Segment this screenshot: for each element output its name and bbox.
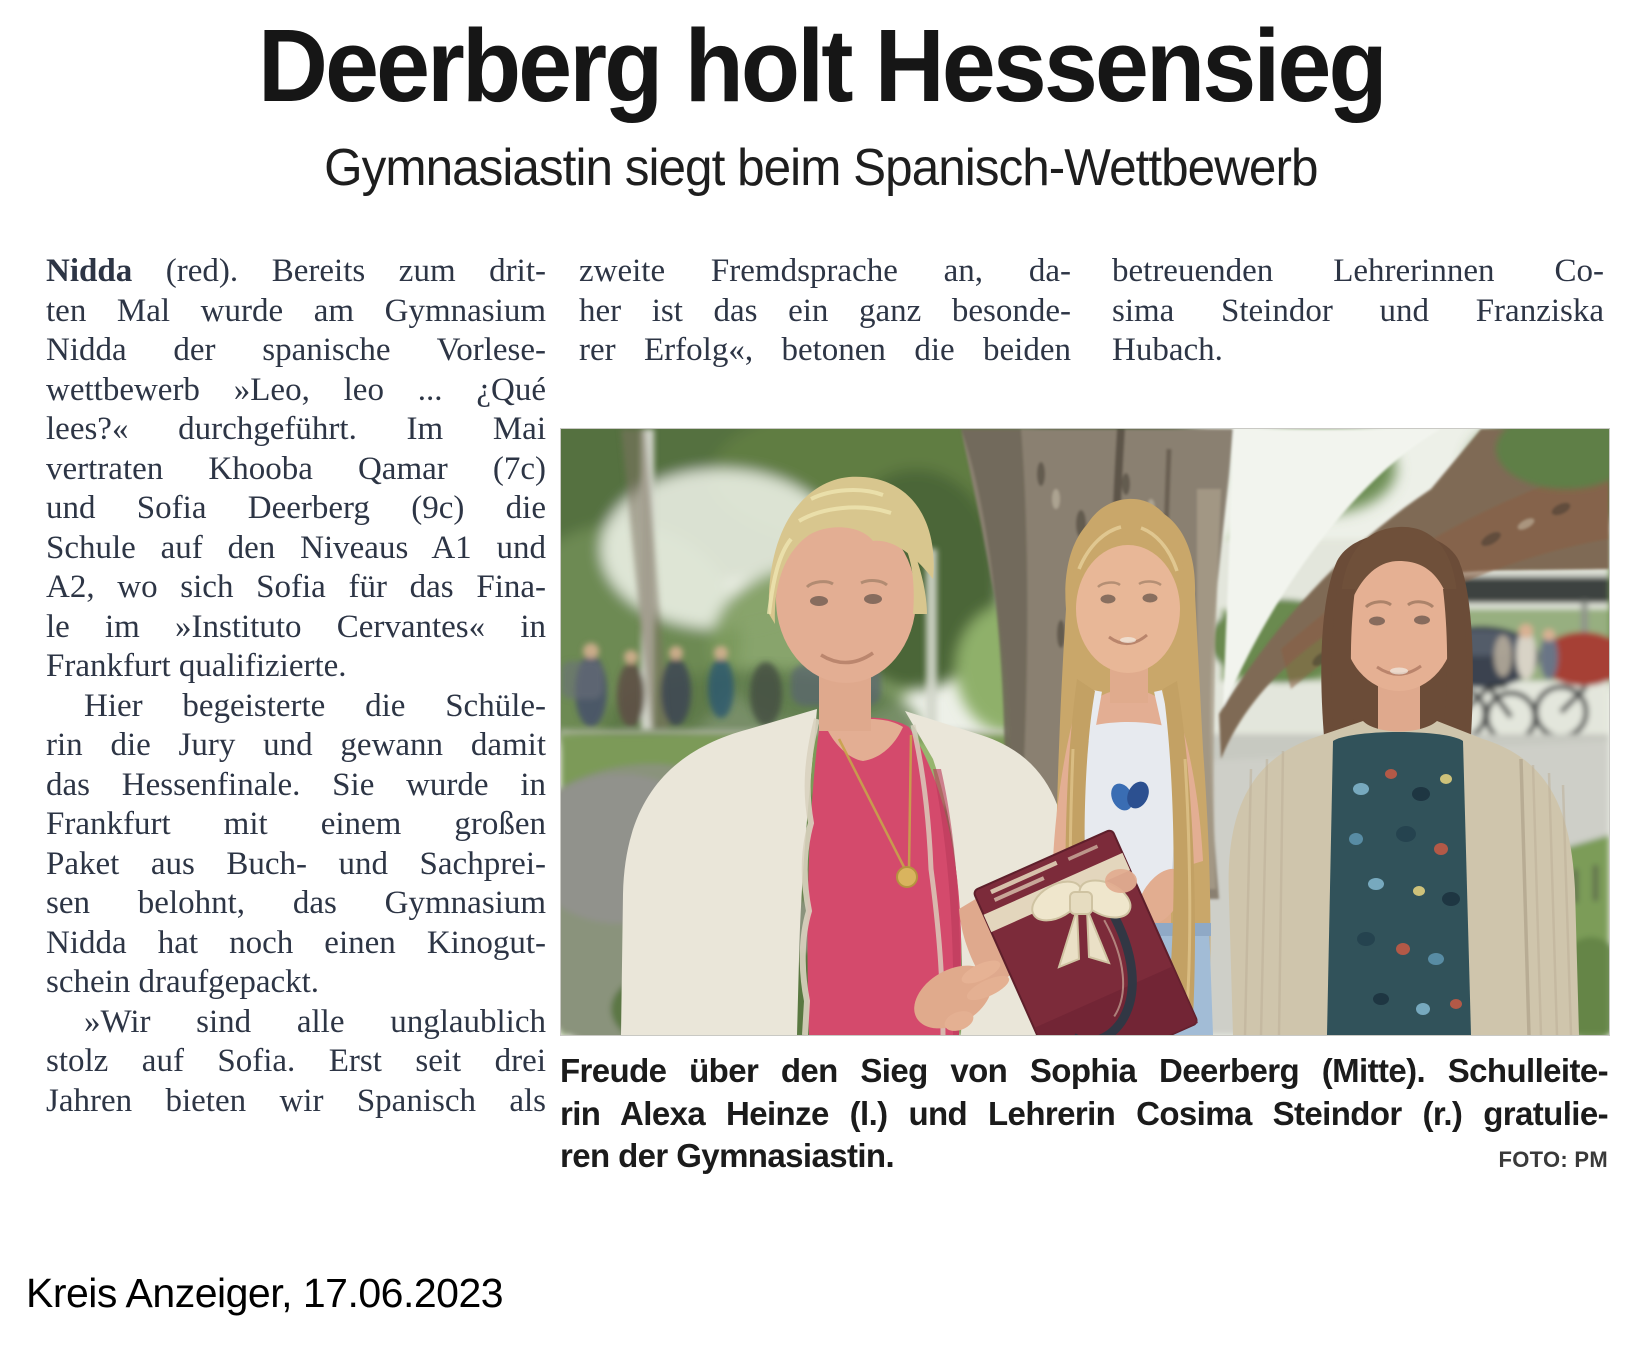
- body-line: das Hessenfinale. Sie wurde in: [46, 766, 546, 803]
- source-line: Kreis Anzeiger, 17.06.2023: [26, 1270, 504, 1316]
- body-line: A2, wo sich Sofia für das Fina-: [46, 569, 546, 605]
- body-line: rer Erfolg«, betonen die beiden: [579, 332, 1071, 368]
- body-line: und Sofia Deerberg (9c) die: [46, 490, 546, 526]
- body-line: Hubach.: [1112, 332, 1223, 368]
- body-line: vertraten Khooba Qamar (7c): [46, 450, 546, 487]
- body-column-3: [1112, 252, 1604, 371]
- body-line: Nidda hat noch einen Kinogut-: [46, 924, 546, 961]
- body-line: sima Steindor und Franziska: [1112, 292, 1604, 329]
- body-line: Jahren bieten wir Spanisch als: [46, 1082, 546, 1119]
- photo-illustration: [561, 429, 1609, 1035]
- body-line: sen belohnt, das Gymnasium: [46, 885, 546, 921]
- article-headline: [0, 0, 1642, 132]
- body-line: Nidda der spanische Vorlese-: [46, 332, 546, 368]
- headline-text: Deerberg holt Hessensieg: [257, 8, 1385, 123]
- body-column-1: [46, 252, 546, 1121]
- body-line: betreuenden Lehrerinnen Co-: [1112, 253, 1604, 289]
- body-line: Frankfurt mit einem großen: [46, 806, 546, 842]
- body-line: Nidda (red). Bereits zum drit-: [46, 253, 546, 289]
- body-line: Paket aus Buch- und Sachprei-: [46, 845, 546, 882]
- caption-line: ren der Gymnasiastin.: [560, 1137, 895, 1174]
- subheadline-text: Gymnasiastin siegt beim Spanisch-Wettbewerb: [324, 139, 1318, 197]
- caption-line: Freude über den Sieg von Sophia Deerberg (Mitte). Schulleite-: [560, 1052, 1608, 1089]
- body-line: le im »Instituto Cervantes« in: [46, 608, 546, 645]
- caption-last-line: [560, 1135, 1608, 1182]
- body-line: Hier begeisterte die Schüle-: [84, 687, 546, 724]
- body-line: ten Mal wurde am Gymnasium: [46, 292, 546, 329]
- body-line: stolz auf Sofia. Erst seit drei: [46, 1043, 546, 1079]
- body-line: zweite Fremdsprache an, da-: [579, 253, 1071, 289]
- body-line: her ist das ein ganz besonde-: [579, 292, 1071, 329]
- body-line: schein draufgepackt.: [46, 964, 320, 1000]
- article-subheadline: [0, 136, 1642, 200]
- body-line: »Wir sind alle unglaublich: [84, 1003, 546, 1040]
- body-line: rin die Jury und gewann damit: [46, 727, 546, 763]
- body-line: lees?« durchgeführt. Im Mai: [46, 411, 546, 447]
- article-photo: [560, 428, 1610, 1036]
- body-line: Schule auf den Niveaus A1 und: [46, 529, 546, 566]
- body-column-2: [579, 252, 1071, 371]
- photo-caption: [560, 1050, 1608, 1182]
- body-line: wettbewerb »Leo, leo ... ¿Qué: [46, 371, 546, 408]
- photo-credit: FOTO: PM: [1498, 1147, 1608, 1172]
- body-line: Frankfurt qualifizierte.: [46, 648, 347, 684]
- caption-line: rin Alexa Heinze (l.) und Lehrerin Cosima Steindor (r.) gratulie-: [560, 1094, 1608, 1132]
- lead-in: Nidda: [46, 253, 133, 289]
